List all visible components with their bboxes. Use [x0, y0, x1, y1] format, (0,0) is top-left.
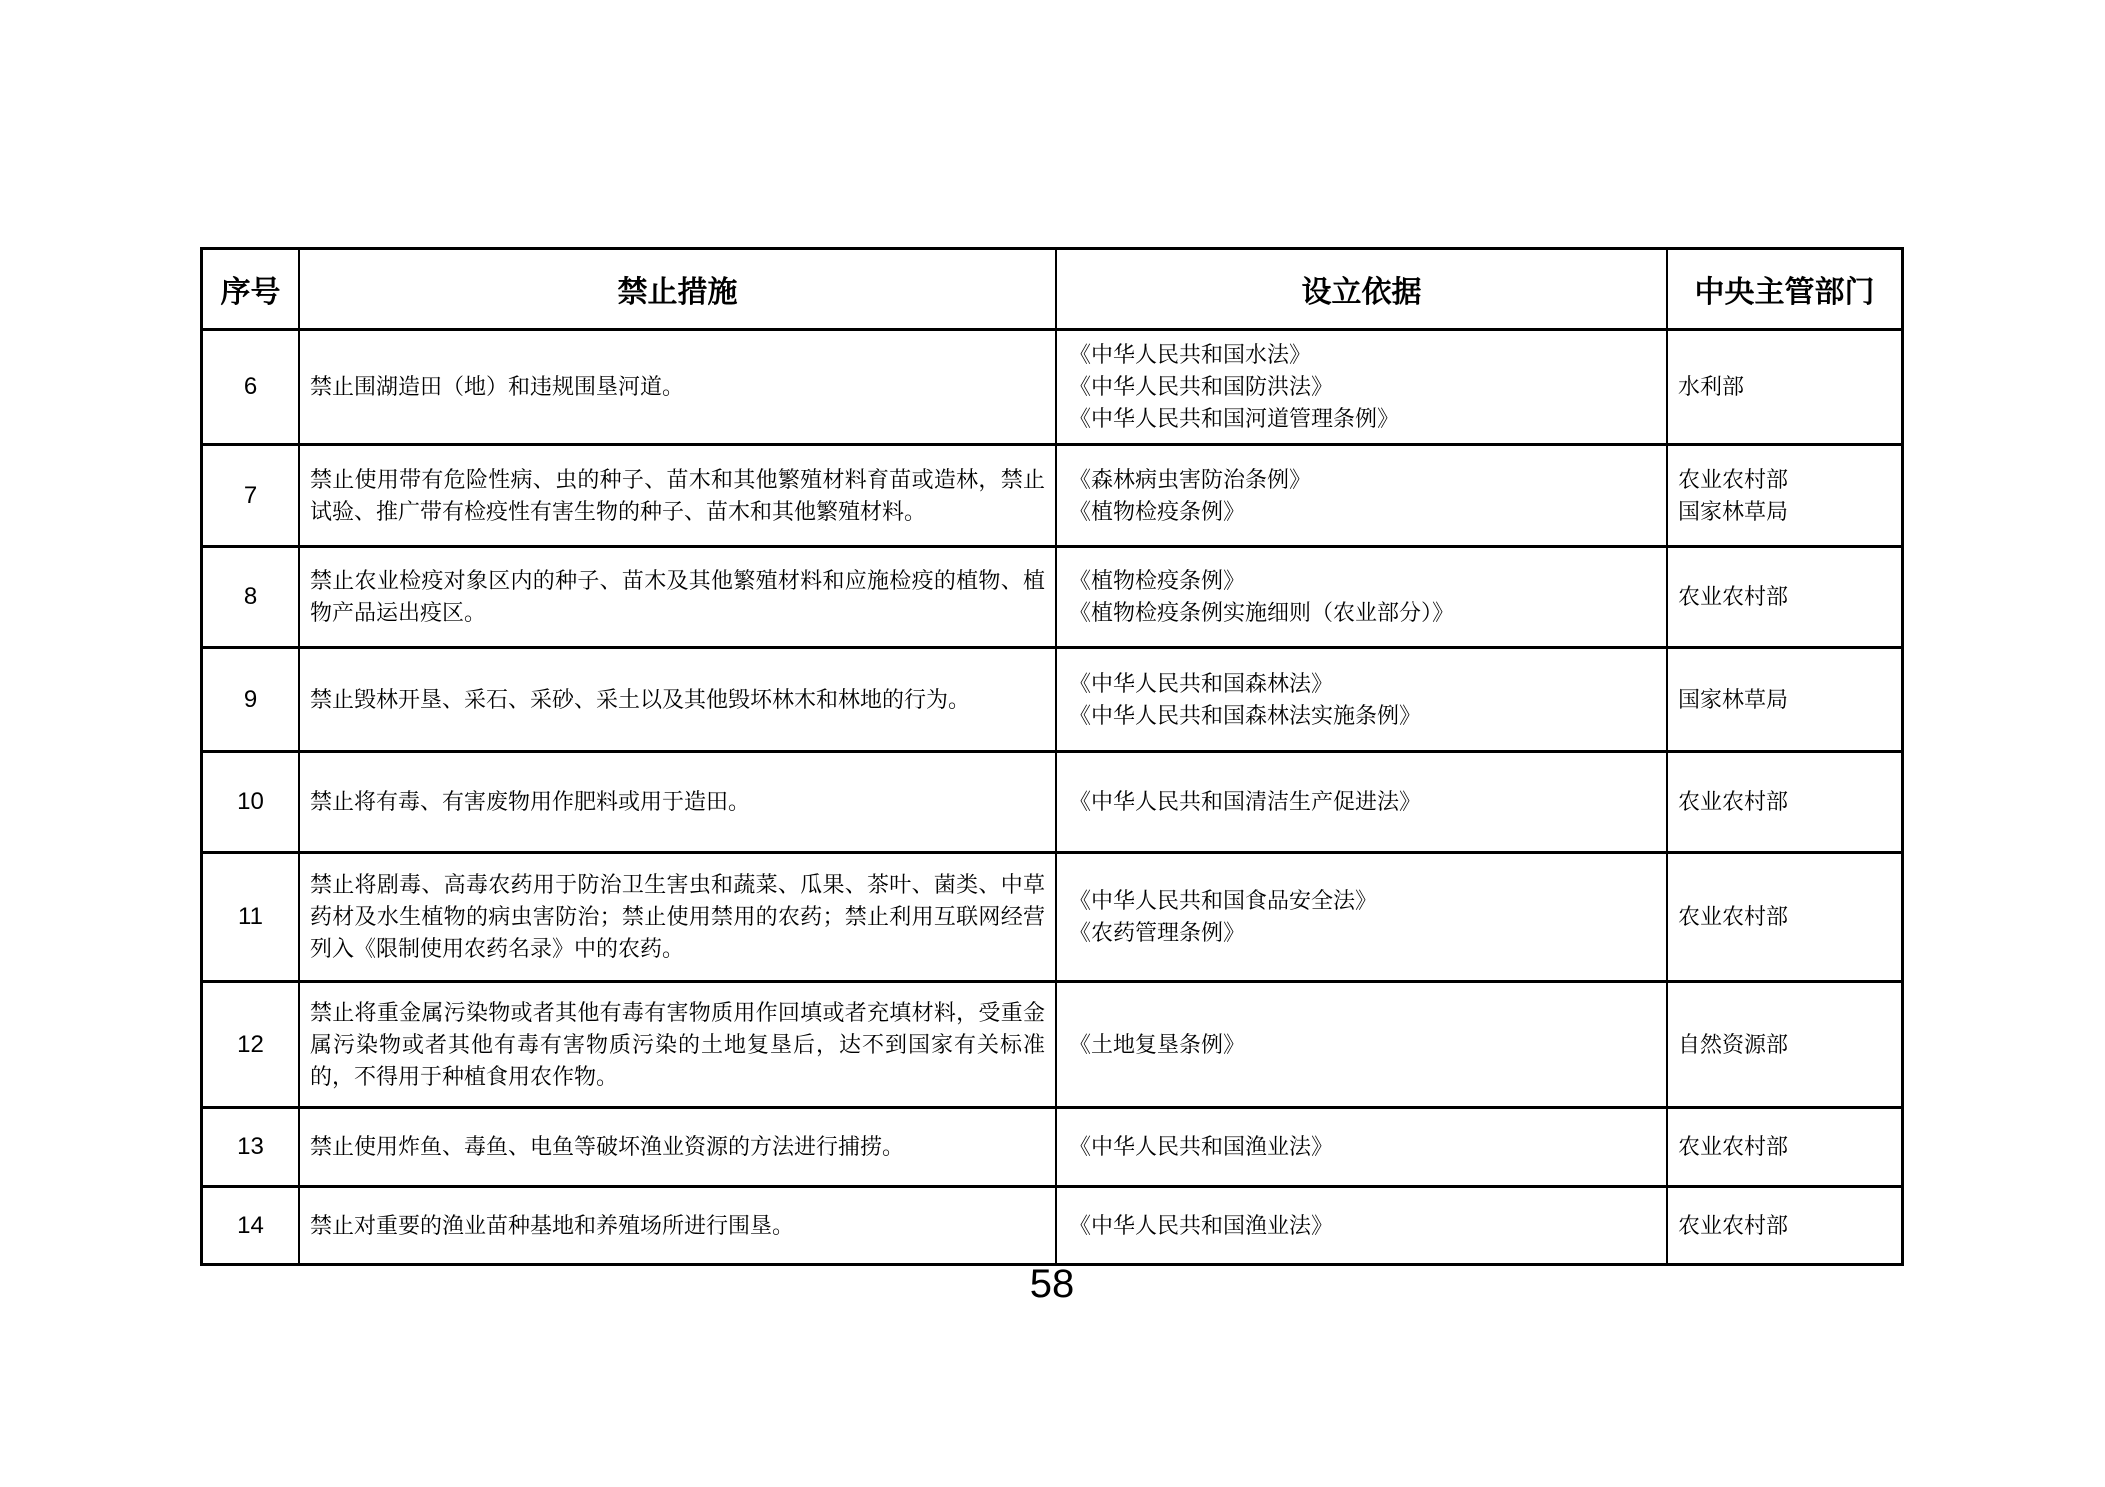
- basis-line: 《中华人民共和国防洪法》: [1069, 374, 1334, 399]
- prohibition-measures-table: [200, 247, 1904, 1266]
- department-cell: [1666, 1109, 1901, 1185]
- table-row: [203, 545, 1901, 646]
- basis-cell: [1055, 446, 1666, 545]
- department-cell: [1666, 854, 1901, 980]
- row-serial-number: 6: [243, 373, 258, 400]
- basis-line: 《中华人民共和国河道管理条例》: [1069, 406, 1400, 431]
- basis-line: 《森林病虫害防治条例》: [1069, 466, 1312, 492]
- table-header-row: [203, 250, 1901, 328]
- basis-cell: [1055, 753, 1666, 851]
- table-row: [203, 980, 1901, 1106]
- row-serial-number: 9: [243, 685, 258, 713]
- department-cell: [1666, 753, 1901, 851]
- basis-cell: [1055, 1109, 1666, 1185]
- basis-line: 《植物检疫条例实施细则（农业部分）》: [1069, 600, 1455, 625]
- measure-text: 禁止将有毒、有害废物用作肥料或用于造田。: [310, 789, 751, 814]
- measure-cell: [298, 854, 1055, 980]
- basis-line: 《中华人民共和国水法》: [1069, 342, 1312, 367]
- row-serial-number: 13: [237, 1133, 264, 1160]
- department-line: 国家林草局: [1678, 498, 1789, 524]
- department-line: 农业农村部: [1678, 789, 1789, 814]
- row-serial-number: 12: [237, 1030, 264, 1058]
- basis-line: 《中华人民共和国森林法》: [1069, 670, 1334, 696]
- header-prohibited-measure: 禁止措施: [298, 250, 1055, 328]
- measure-cell: [298, 983, 1055, 1106]
- header-establishment-basis: 设立依据: [1055, 250, 1666, 328]
- department-cell: [1666, 1188, 1901, 1263]
- department-line: 农业农村部: [1678, 1212, 1789, 1238]
- department-cell: [1666, 983, 1901, 1106]
- measure-cell: [298, 1188, 1055, 1263]
- basis-cell: [1055, 331, 1666, 443]
- row-serial-number: 10: [237, 788, 264, 815]
- measure-text: 禁止使用炸鱼、毒鱼、电鱼等破坏渔业资源的方法进行捕捞。: [310, 1134, 905, 1159]
- row-serial-number: 11: [238, 903, 263, 930]
- basis-cell: [1055, 548, 1666, 646]
- measure-cell: [298, 548, 1055, 646]
- basis-cell: [1055, 1188, 1666, 1263]
- basis-cell: [1055, 983, 1666, 1106]
- table-row: [203, 646, 1901, 750]
- department-cell: [1666, 331, 1901, 443]
- basis-line: 《农药管理条例》: [1069, 920, 1246, 945]
- basis-cell: [1055, 649, 1666, 750]
- measure-text: 禁止将剧毒、高毒农药用于防治卫生害虫和蔬菜、瓜果、茶叶、菌类、中草药材及水生植物的病虫害防治；禁止使用禁用的农药；禁止利用互联网经营列入《限制使用农药名录》中的农药。: [310, 872, 1045, 961]
- measure-cell: [298, 1109, 1055, 1185]
- department-line: 农业农村部: [1678, 1134, 1789, 1159]
- table-row: [203, 1106, 1901, 1185]
- measure-cell: [298, 753, 1055, 851]
- table-row: [203, 328, 1901, 443]
- basis-line: 《中华人民共和国食品安全法》: [1069, 888, 1378, 913]
- measure-text: 禁止毁林开垦、采石、采砂、采土以及其他毁坏林木和林地的行为。: [310, 686, 971, 712]
- measure-cell: [298, 446, 1055, 545]
- basis-cell: [1055, 854, 1666, 980]
- department-line: 农业农村部: [1678, 904, 1789, 929]
- table-row: [203, 1185, 1901, 1263]
- department-line: 水利部: [1678, 374, 1745, 399]
- basis-line: 《植物检疫条例》: [1069, 498, 1246, 524]
- header-serial-number: 序号: [220, 276, 281, 309]
- row-serial-number: 7: [243, 481, 258, 509]
- measure-text: 禁止使用带有危险性病、虫的种子、苗木和其他繁殖材料育苗或造林，禁止试验、推广带有检疫性有害生物的种子、苗木和其他繁殖材料。: [310, 466, 1045, 524]
- row-serial-number: 14: [237, 1211, 264, 1239]
- department-line: 农业农村部: [1678, 584, 1789, 609]
- measure-cell: [298, 331, 1055, 443]
- basis-line: 《土地复垦条例》: [1069, 1031, 1246, 1057]
- measure-text: 禁止农业检疫对象区内的种子、苗木及其他繁殖材料和应施检疫的植物、植物产品运出疫区。: [310, 568, 1045, 625]
- department-line: 自然资源部: [1678, 1031, 1789, 1057]
- table-row: [203, 750, 1901, 851]
- page-number: 58: [1029, 1262, 1075, 1306]
- basis-line: 《中华人民共和国清洁生产促进法》: [1069, 789, 1422, 814]
- basis-line: 《植物检疫条例》: [1069, 568, 1246, 593]
- measure-text: 禁止对重要的渔业苗种基地和养殖场所进行围垦。: [310, 1212, 795, 1238]
- header-central-department: 中央主管部门: [1666, 250, 1901, 328]
- row-serial-number: 8: [243, 583, 258, 610]
- basis-line: 《中华人民共和国森林法实施条例》: [1069, 702, 1422, 728]
- department-line: 国家林草局: [1678, 686, 1789, 712]
- department-cell: [1666, 446, 1901, 545]
- measure-cell: [298, 649, 1055, 750]
- basis-line: 《中华人民共和国渔业法》: [1069, 1134, 1334, 1159]
- basis-line: 《中华人民共和国渔业法》: [1069, 1212, 1334, 1238]
- table-row: [203, 443, 1901, 545]
- measure-text: 禁止围湖造田（地）和违规围垦河道。: [310, 374, 685, 399]
- department-cell: [1666, 649, 1901, 750]
- table-row: [203, 851, 1901, 980]
- department-line: 农业农村部: [1678, 466, 1789, 492]
- measure-text: 禁止将重金属污染物或者其他有毒有害物质用作回填或者充填材料，受重金属污染物或者其他有毒有害物质污染的土地复垦后，达不到国家有关标准的，不得用于种植食用农作物。: [310, 999, 1045, 1089]
- department-cell: [1666, 548, 1901, 646]
